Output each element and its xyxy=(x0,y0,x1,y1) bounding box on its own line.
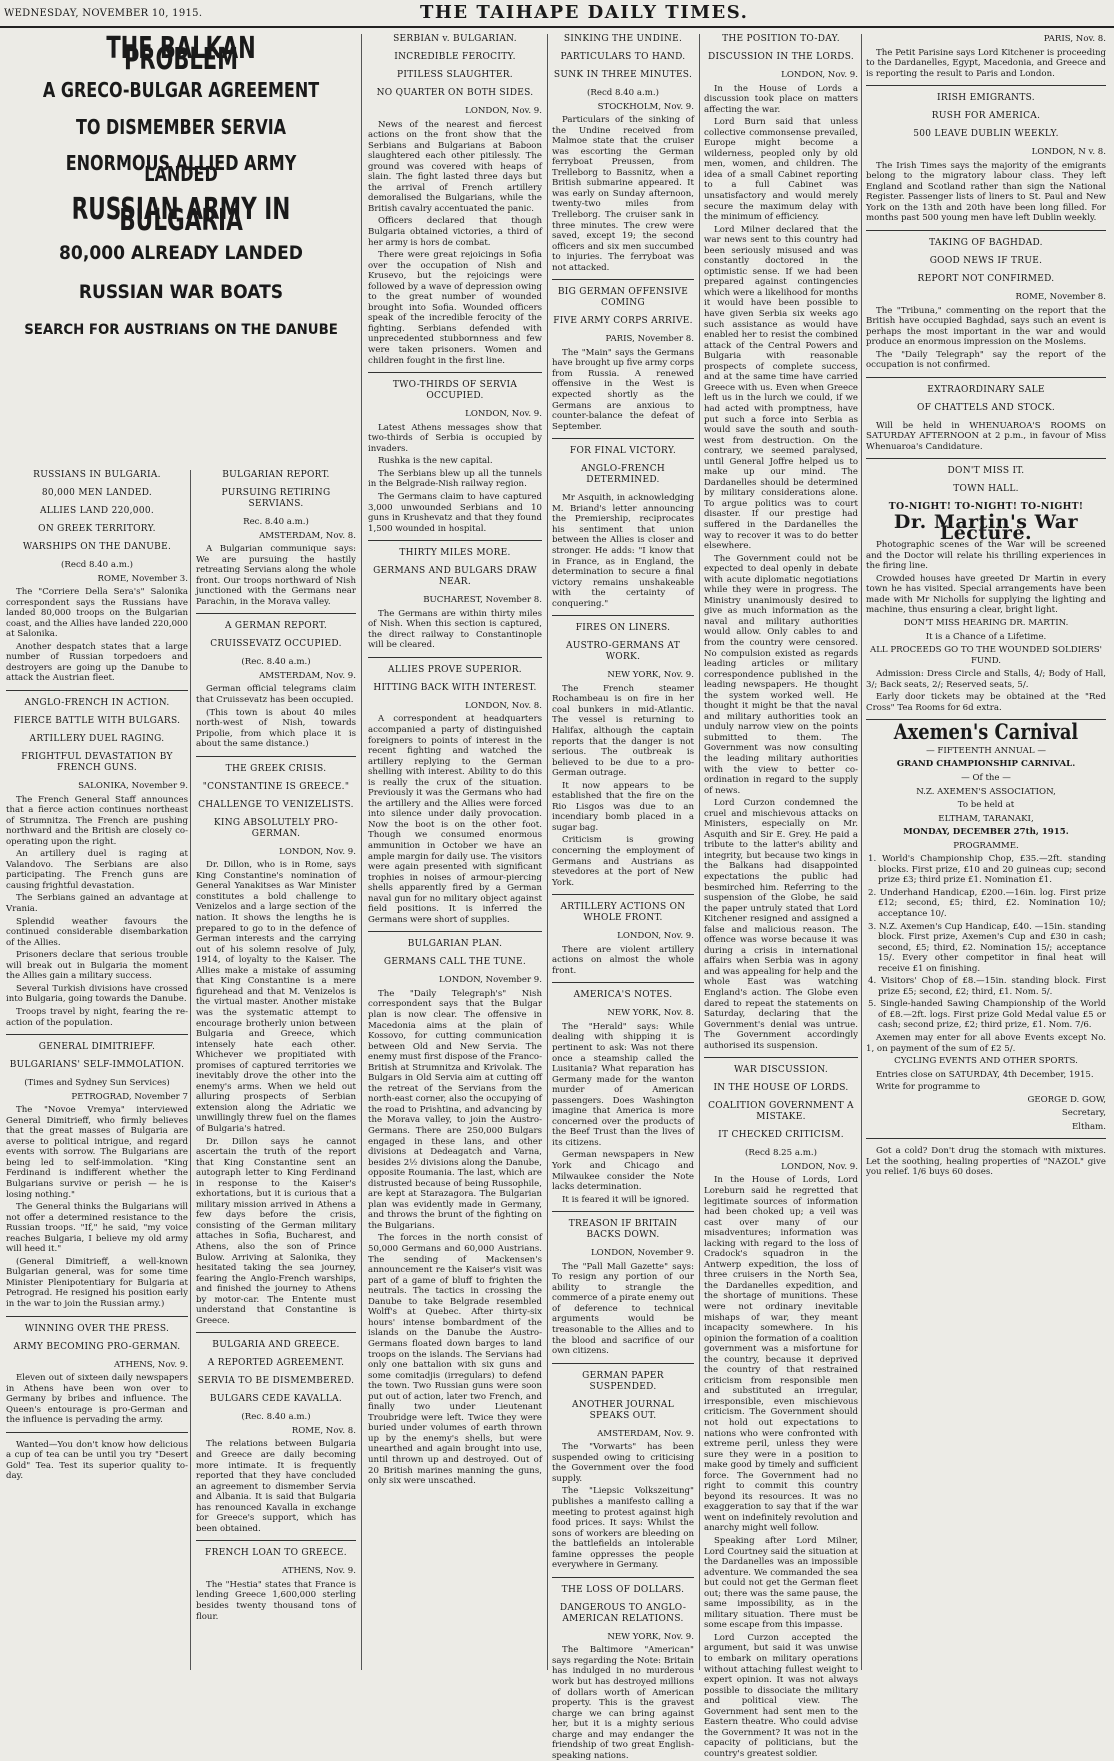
article-paragraph: Latest Athens messages show that two-thirds of Serbia is occupied by invaders. xyxy=(368,422,542,454)
article-paragraph: The Germans claim to have captured 3,000 unwounded Serbians and 10 guns in Krushevatz and that they found 1,500 wounded in hospital. xyxy=(368,491,542,534)
received-time: (Recd 8.25 a.m.) xyxy=(745,1148,817,1159)
column-3 xyxy=(552,34,695,1761)
masthead xyxy=(0,0,1114,28)
article-heading: BULGARIAN PLAN. xyxy=(407,939,503,950)
dateline: SALONIKA, November 9. xyxy=(78,781,188,792)
article-subheading: FIERCE BATTLE WITH BULGARS. xyxy=(13,716,181,727)
article-subheading: BULGARS CEDE KAVALLA. xyxy=(209,1394,343,1405)
article-heading: FRENCH LOAN TO GREECE. xyxy=(205,1548,347,1559)
article-heading: FOR FINAL VICTORY. xyxy=(569,446,677,457)
article-paragraph: The "Daily Telegraph's" Nish correspondent says that the Bulgar plan is now clear. The offensive in Macedonia aims at the plain of Kossovo, for cutting communication between Old and New Servia. The enemy must first dispose of the Franco-British at Strumnitza and Krivolak. The Bulgars in Old Servia aim at cutting off the retreat of the Servians from the north-east corner, also the occupying of the road to Prishtina, and advancing by the Morava valley, to join the Austro-Germans. There are 250,000 Bulgars engaged in these lans, and other divisions at Dedeagatch and Varna, besides 2½ divisions along the Danube, opposite Roumania. The last, which are distrusted because of being Russophile, are kept at Starazagora. The Bulgarian plan was evidently made in Germany, and throws the brunt of the fighting on the Bulgarians. xyxy=(368,988,542,1231)
article-heading: BIG GERMAN OFFENSIVE COMING xyxy=(557,287,689,309)
article-subheading: "CONSTANTINE IS GREECE." xyxy=(202,781,350,792)
article-subheading: PITILESS SLAUGHTER. xyxy=(397,70,513,80)
programme-item: 5. Single-handed Sawing Championship of the World of £8.—2ft. logs. First prize Gold Medal value £5 or cash; second prize, £2; third prize, £1. Nom. 7/6. xyxy=(868,999,1106,1031)
lecture-ad-line: DON'T MISS HEARING DR. MARTIN. xyxy=(903,617,1069,628)
article-subheading: 500 LEAVE DUBLIN WEEKLY. xyxy=(913,129,1059,140)
article-heading: THE LOSS OF DOLLARS. xyxy=(561,1584,685,1595)
sale-ad-subheading: OF CHATTELS AND STOCK. xyxy=(916,402,1056,413)
article-paragraph: The Government could not be expected to deal openly in debate with acute diplomatic negotiations while they were in progress. The Ministry unanimously desired to give as much information as the naval and military authorities would allow. Only cables to and from the country were censored. No compulsion existed as regards leading articles or military correspondence published in the leading newspapers. He thought the system worked well. He thought it might be that the naval and military authorities took an unduly narrow view on the points submitted to them. The Government was now consulting the leading military authorities with the view to better co-ordination in regard to the supply of news. xyxy=(704,553,858,796)
article-paragraph: German newspapers in New York and Chicago and Milwaukee consider the Note lacks determination. xyxy=(552,1150,694,1193)
carnival-ad-signature: Secretary, xyxy=(1061,1108,1106,1119)
article-paragraph: Criticism is growing concerning the employment of Germans and Austrians as stevedores at the port of New York. xyxy=(552,835,694,888)
dateline: LONDON, Nov. 8. xyxy=(465,700,542,711)
article-heading: GERMAN PAPER SUSPENDED. xyxy=(582,1370,664,1392)
carnival-ad-line: ELTHAM, TARANAKI, xyxy=(938,813,1034,824)
column-5 xyxy=(866,34,1106,1670)
article-heading: A GERMAN REPORT. xyxy=(224,621,328,632)
issue-date: WEDNESDAY, NOVEMBER 10, 1915. xyxy=(4,8,203,19)
article-heading: TREASON IF BRITAIN BACKS DOWN. xyxy=(568,1219,678,1241)
article-paragraph: There are violent artillery actions on almost the whole front. xyxy=(552,944,694,976)
article-paragraph: The "Tribuna," commenting on the report that the British have occupied Baghdad, says such an event is perhaps the most important in the war and would produce an enormous impression on the Moslems. xyxy=(866,305,1106,348)
carnival-ad-line: — Of the — xyxy=(961,772,1011,783)
received-time: (Rec. 8.40 a.m.) xyxy=(241,657,311,668)
dateline: LONDON, November 9. xyxy=(438,975,542,986)
headline-5: RUSSIAN ARMY IN BULGARIA xyxy=(71,192,291,238)
article-subheading: RUSH FOR AMERICA. xyxy=(931,111,1041,122)
article-paragraph: Lord Curzon accepted the argument, but said it was unwise to embark on military operations without attaching fullest weight to expert opinion. It was not always possible to dissociate the military and political view. The Government had sent men to the Eastern theatre. Who could advise the Government? It was not in the capacity of politicians, but the country's greatest soldier. xyxy=(704,1632,858,1759)
article-heading: BULGARIAN REPORT. xyxy=(222,470,330,480)
carnival-ad-date: MONDAY, DECEMBER 27th, 1915. xyxy=(903,827,1069,838)
article-paragraph: Lord Milner declared that the war news sent to this country had been seriously misused and was constantly doctored in the optimistic sense. If we had been prepared against contingencies which were a likelihood for months it would have been possible to have given Serbia six weeks ago such assistance as would have enabled her to resist the combined attack of the Central Powers and Bulgaria with reasonable prospects of complete success, and at the same time have carried Greece with us. Even when Greece left us in the lurch we could, if we had acted with promptness, have put such a force into Serbia as would save the south and south-west from destruction. On the contrary, we seemed paralysed, until General Joffre helped us to make up our mind. The Dardanelles should be determined by military considerations alone. To argue politics was to court disaster. If our prestige had suffered in the Dardanelles the way to recover it was to do better elsewhere. xyxy=(704,224,858,552)
dateline: LONDON, Nov. 9. xyxy=(617,931,694,942)
sale-ad-heading: EXTRAORDINARY SALE xyxy=(927,384,1045,395)
article-paragraph: The "Daily Telegraph" say the report of the occupation is not confirmed. xyxy=(866,349,1106,371)
article-paragraph: The forces in the north consist of 50,000 Germans and 60,000 Austrians. The sending of Mackensen's announcement re the Kaiser's visit was part of a game of bluff to frighten the neutrals. The tactics in crossing the Danube to take Belgrade resembled Wolff's at Quebec. After thirty-six hours' intense bombardment of the islands on the Danube the Austro-Germans floated down barges to land troops on the islands. The Servians had only one battalion with six guns and some comitadjis (irregulars) to defend the town. Two Russian guns were soon put out of action, later two French, and finally two under Lieutenant Troubridge were left. Twice they were buried under volumes of earth thrown up by the enemy's shells, but were unearthed and again brought into use, until thrown up and destroyed. Out of 20 British marines manning the guns, only six were unscathed. xyxy=(368,1233,542,1487)
article-subheading: BULGARIANS' SELF-IMMOLATION. xyxy=(9,1060,185,1071)
article-paragraph: An artillery duel is raging at Valandovo. The Serbians are also participating. The French guns are causing frightful devastation. xyxy=(6,849,188,891)
received-time: Rec. 8.40 a.m.) xyxy=(243,517,309,527)
article-paragraph: The "Main" says the Germans have brought up five army corps from Russia. A renewed offensive in the West is expected shortly as the Germans are anxious to counter-balance the defeat of September. xyxy=(552,347,695,432)
dateline: PARIS, Nov. 8. xyxy=(1043,34,1106,44)
carnival-ad-programme-heading: PROGRAMME. xyxy=(953,840,1019,851)
column-rule xyxy=(861,34,862,1670)
article-heading: WAR DISCUSSION. xyxy=(733,1065,829,1076)
article-subheading: GERMANS CALL THE TUNE. xyxy=(383,957,527,968)
received-time: (Rec. 8.40 a.m.) xyxy=(241,1412,311,1423)
tea-advertisement: Wanted—You don't know how delicious a cup of tea can be until you try "Desert Gold" Tea. Test its superior quality to-day. xyxy=(6,1439,188,1482)
article-subheading: PURSUING RETIRING SERVIANS. xyxy=(221,488,331,509)
article-heading: TAKING OF BAGHDAD. xyxy=(929,238,1043,249)
lecture-ad-top: DON'T MISS IT. xyxy=(947,466,1025,477)
article-paragraph: Several Turkish divisions have crossed into Bulgaria, going towards the Danube. xyxy=(6,983,188,1005)
article-subheading: GOOD NEWS IF TRUE. xyxy=(929,256,1043,267)
column-1b xyxy=(196,470,356,1670)
dateline: AMSTERDAM, Nov. 9. xyxy=(259,670,356,681)
article-subheading: CRUISSEVATZ OCCUPIED. xyxy=(210,639,342,650)
article-paragraph: Troops travel by night, fearing the re-action of the population. xyxy=(6,1006,188,1028)
article-subheading: ANGLO-FRENCH DETERMINED. xyxy=(580,464,666,486)
dateline: LONDON, Nov. 9. xyxy=(781,70,858,80)
article-paragraph: Prisoners declare that serious trouble will break out in Bulgaria the moment the Allies gain a military success. xyxy=(6,950,188,982)
article-heading: ALLIES PROVE SUPERIOR. xyxy=(388,664,522,675)
article-heading: THE GREEK CRISIS. xyxy=(225,763,327,774)
article-subheading: AUSTRO-GERMANS AT WORK. xyxy=(565,641,681,663)
carnival-ad-signature: GEORGE D. GOW, xyxy=(1027,1094,1106,1105)
article-paragraph: Particulars of the sinking of the Undine received from Malmoe state that the cruiser was escorting the German ferryboat Preussen, from Trelleborg to Bassnitz, when a British submarine appeared. It was early on Sunday afternoon, twenty-two miles from Trelleborg. The cruiser sank in three minutes. The crew were saved, except 19; the second officers and six men succumbed to injuries. The ferryboat was not attacked. xyxy=(552,115,694,273)
article-subheading: ARTILLERY DUEL RAGING. xyxy=(29,734,165,745)
article-paragraph: The General thinks the Bulgarians will not offer a determined resistance to the Russian troops. "If," he said, "my voice reaches Bulgaria, I believe my old army will heed it." xyxy=(6,1202,188,1255)
article-paragraph: There were great rejoicings in Sofia over the occupation of Nish and Krusevo, but the rejoicings were followed by a wave of depression owing to the great number of wounded brought into Sofia. Wounded officers speak of the incredible ferocity of the fighting. Serbians defended with unprecedented stubbornness and few were taken prisoners. Women and children fought in the first line. xyxy=(368,250,542,366)
article-paragraph: (This town is about 40 miles north-west of Nish, towards Pripolie, from which place it is about the same distance.) xyxy=(196,707,356,750)
article-subheading: SERVIA TO BE DISMEMBERED. xyxy=(197,1376,355,1387)
dateline: NEW YORK, Nov. 9. xyxy=(607,1631,694,1642)
article-paragraph: It now appears to be established that the fire on the Rio Lisgos was due to an incendiary bomb placed in a sugar bag. xyxy=(552,780,694,833)
headline-6: 80,000 ALREADY LANDED xyxy=(59,242,303,265)
article-paragraph: Lord Burn said that unless collective commonsense prevailed, Europe might become a wilderness, peopled only by old men, women, and children. The idea of a small Cabinet reporting to a full Cabinet was unsatisfactory and would merely secure the maximum delay with the minimum of efficiency. xyxy=(704,117,858,223)
article-heading: SERBIAN v. BULGARIAN. xyxy=(393,34,517,44)
article-paragraph: The "Liepsic Volkszeitung" publishes a manifesto calling a meeting to protest against high food prices. It says: Whilst the sons of workers are bleeding on the battlefields an intolerable famine oppresses the people everywhere in Germany. xyxy=(552,1486,694,1571)
article-subheading: HITTING BACK WITH INTEREST. xyxy=(373,682,537,693)
article-paragraph: German official telegrams claim that Cruissevatz has been occupied. xyxy=(196,684,356,706)
article-subheading: SUNK IN THREE MINUTES. xyxy=(553,70,693,80)
article-heading: WINNING OVER THE PRESS. xyxy=(24,1323,170,1334)
headline-7: RUSSIAN WAR BOATS xyxy=(78,280,284,303)
article-paragraph: Rushka is the new capital. xyxy=(378,456,493,467)
column-4 xyxy=(704,34,858,1759)
article-paragraph: The Baltimore "American" says regarding the Note: Britain has indulged in no murderous work but has destroyed millions of dollars worth of American property. This is the gravest charge we can bring against her, but it is a mighty serious charge and may endanger the friendship of two great English-speaking nations. xyxy=(552,1645,694,1761)
article-paragraph: In the House of Lords a discussion took place on matters affecting the war. xyxy=(704,83,858,115)
article-paragraph: News of the nearest and fiercest actions on the front show that the Serbians and Bulgarians at Baboon slaughtered each other pitilessly. The ground was covered with heaps of slain. The fight lasted three days but the arrival of French artillery demoralised the Bulgarians, while the British cavalry accentuated the panic. xyxy=(368,119,542,214)
headline-1: THE BALKAN PROBLEM xyxy=(106,31,256,77)
article-subheading: DISCUSSION IN THE LORDS. xyxy=(707,52,855,62)
article-paragraph: The Petit Parisine says Lord Kitchener is proceeding to the Dardanelles, Egypt, Macedonia, and Greece and is reporting the result to Paris and London. xyxy=(866,47,1106,79)
article-paragraph: The Germans are within thirty miles of Nish. When this section is captured, the direct railway to Constantinople will be cleared. xyxy=(368,608,542,651)
column-rule xyxy=(361,34,362,1670)
received-time: (Recd 8.40 a.m.) xyxy=(61,560,133,570)
lecture-ad-venue: TOWN HALL. xyxy=(953,484,1019,495)
carnival-ad-text: Write for programme to xyxy=(876,1082,981,1093)
lecture-ad-text: Crowded houses have greeted Dr Martin in every town he has visited. Special arrangements have been made with Mr Nicholls for supplying the lighting and machine, thus ensuring a clear, bright light. xyxy=(866,573,1106,616)
dateline: ROME, November 3. xyxy=(97,573,188,584)
article-subheading: ON GREEK TERRITORY. xyxy=(38,524,156,534)
dateline: NEW YORK, Nov. 8. xyxy=(607,1008,694,1019)
dateline: LONDON, Nov. 9. xyxy=(465,106,542,116)
article-paragraph: The "Novoe Vremya" interviewed General Dimitrieff, who firmly believes that the great masses of Bulgaria are averse to political intrigue, and regard events with sorrow. The Bulgarians are being led to self-immolation. "King Ferdinand is indifferent whether the Bulgarians survive or perish — he is losing nothing." xyxy=(6,1105,188,1200)
carnival-ad-line: — FIFTEENTH ANNUAL — xyxy=(926,745,1046,756)
newspaper-title: THE TAIHAPE DAILY TIMES. xyxy=(420,2,749,23)
article-subheading: REPORT NOT CONFIRMED. xyxy=(917,274,1055,285)
article-heading: GENERAL DIMITRIEFF. xyxy=(38,1042,156,1053)
article-paragraph: The "Corriere Della Sera's" Salonika correspondent says the Russians have landed 80,000 troops on the Bulgarian coast, and the Allies have landed 220,000 at Salonika. xyxy=(6,587,188,640)
article-heading: BULGARIA AND GREECE. xyxy=(212,1340,340,1351)
dateline: LONDON, November 9. xyxy=(590,1248,694,1259)
carnival-ad-line: CYCLING EVENTS AND OTHER SPORTS. xyxy=(894,1056,1078,1067)
article-subheading: NO QUARTER ON BOTH SIDES. xyxy=(376,88,534,98)
carnival-ad-line: To be held at xyxy=(957,800,1015,811)
article-paragraph: (General Dimitrieff, a well-known Bulgarian general, was for some time Minister Plenipotentiary for Bulgaria at Petrograd. He resigned his position early in the war to join the Russian army.) xyxy=(6,1256,188,1309)
headline-4: ENORMOUS ALLIED ARMY LANDED xyxy=(65,151,297,186)
article-heading: SINKING THE UNDINE. xyxy=(563,34,683,44)
article-subheading: A REPORTED AGREEMENT. xyxy=(207,1358,345,1369)
article-paragraph: Another despatch states that a large number of Russian torpedoers and destroyers are going up the Danube to attack the Austrian fleet. xyxy=(6,641,188,684)
article-heading: FIRES ON LINERS. xyxy=(575,623,671,634)
column-2 xyxy=(368,34,542,1670)
headline-2: A GRECO-BULGAR AGREEMENT xyxy=(42,78,320,103)
article-paragraph: A Bulgarian communique says: We are pursuing the hastily retreating Servians along the whole front. Our troops northward of Nish junctioned with the Germans near Parachin, in the Morava valley. xyxy=(196,544,356,607)
article-paragraph: The Irish Times says the majority of the emigrants belong to the migratory labour class. They left England and Scotland rather than sign the National Register. Passenger lists of liners to St. Paul and New York on the 13th and 20th have been long filled. For months past 500 young men have left Dublin weekly. xyxy=(866,160,1106,224)
article-paragraph: The "Vorwarts" has been suspended owing to criticising the Government over the food supply. xyxy=(552,1442,694,1484)
article-paragraph: In the House of Lords, Lord Loreburn said he regretted that legitimate sources of information had been choked up; a veil was cast over many of our misadventures; information was lacking with regard to the loss of Cradock's squadron in the Antwerp expedition, the loss of three cruisers in the North Sea, the Dardanelles expedition, and the shortage of munitions. These were not ordinary inevitable mishaps of war, they meant incapacity somewhere. In his opinion the formation of a coalition government was a misfortune for the country, because it deprived the country of that restrained criticism from responsible men and substituted an irregular, irresponsible, even mischievous criticism. The Government should not hold out expectations to nations who were confronted with extreme peril, unless they were sure they were in a position to make good by timely and sufficient force. The Government had no right to commit this country beyond its resources. It was no exaggeration to say that if the war went on indefinitely revolution and anarchy might well follow. xyxy=(704,1175,858,1534)
article-subheading: IN THE HOUSE OF LORDS. xyxy=(713,1083,849,1094)
column-1a xyxy=(6,470,188,1670)
article-subheading: KING ABSOLUTELY PRO-GERMAN. xyxy=(213,817,339,839)
article-paragraph: The Serbians gained an advantage at Vrania. xyxy=(6,893,188,915)
article-subheading: PARTICULARS TO HAND. xyxy=(560,52,686,62)
lecture-ad-tonight: TO-NIGHT! TO-NIGHT! TO-NIGHT! xyxy=(888,501,1084,513)
article-subheading: COALITION GOVERNMENT A MISTAKE. xyxy=(708,1101,854,1123)
dateline: ROME, November 8. xyxy=(1015,292,1106,303)
dateline: LONDON, Nov. 9. xyxy=(279,846,356,857)
article-paragraph: The Serbians blew up all the tunnels in the Belgrade-Nish railway region. xyxy=(368,468,542,490)
article-paragraph: Eleven out of sixteen daily newspapers in Athens have been won over to Germany by bribes and influence. The Queen's entourage is pro-German and the influence is pervading the army. xyxy=(6,1373,188,1426)
article-paragraph: The French steamer Rochambeau is on fire in her coal bunkers in mid-Atlantic. The vessel is returning to Halifax, although the captain reports that the danger is not serious. The outbreak is believed to be due to a pro-German outrage. xyxy=(552,683,694,779)
article-subheading: ARMY BECOMING PRO-GERMAN. xyxy=(13,1341,181,1352)
article-heading: AMERICA'S NOTES. xyxy=(573,990,673,1001)
article-subheading: CHALLENGE TO VENIZELISTS. xyxy=(198,799,354,810)
column-rule xyxy=(699,34,700,1670)
received-time: (Times and Sydney Sun Services) xyxy=(24,1078,170,1089)
lecture-ad-tickets: Early door tickets may be obtained at the "Red Cross" Tea Rooms for 6d extra. xyxy=(866,692,1106,713)
programme-item: 3. N.Z. Axemen's Cup Handicap, £40. —15in. standing block. First prize, Axemen's Cup and £30 in cash; second, £5; third, £2. Nomination 15/; acceptance 15/. Every other competitor in final heat will receive £1 on finishing. xyxy=(868,921,1106,974)
article-subheading: FRIGHTFUL DEVASTATION BY FRENCH GUNS. xyxy=(21,752,173,774)
column-rule xyxy=(190,470,191,1670)
article-paragraph: The French General Staff announces that a fierce action continues northeast of Strumnitza. The French are pushing northward and the British are closely co-operating upon the right. xyxy=(6,794,188,847)
article-paragraph: Dr. Dillon, who is in Rome, says King Constantine's nomination of General Yanakitses as War Minister constitutes a bold challenge to Venizelos and a large section of the nation. It shows the lengths he is prepared to go to in the defence of German interests and the carrying out of his solemn resolve of July, 1914, of loyalty to the Kaiser. The Allies make a mistake of assuming that King Constantine is a mere figurehead and that M. Venizelos is the virtual master. Another mistake was the systematic attempt to encourage brotherly union between Bulgaria and Greece, which intensely hate each other. Whichever we propitiated with promises of captured territories we inevitably drove the other into the enemy's arms. When we held out alluring prospects of Serbian extension along the Adriatic we unwillingly threw fuel on the flames of Bulgaria's hatred. xyxy=(196,860,356,1134)
article-heading: ANGLO-FRENCH IN ACTION. xyxy=(24,698,170,709)
article-subheading: INCREDIBLE FEROCITY. xyxy=(394,52,516,62)
article-subheading: DANGEROUS TO ANGLO-AMERICAN RELATIONS. xyxy=(559,1602,687,1624)
column-rule xyxy=(547,34,548,1670)
programme-item: 2. Underhand Handicap, £200.—16in. log. First prize £12; second, £5; third, £2. Nomination 10/; acceptance 10/. xyxy=(868,887,1106,919)
article-subheading: 80,000 MEN LANDED. xyxy=(41,488,153,498)
article-paragraph: The "Hestia" states that France is lending Greece 1,600,000 sterling besides twenty thousand tons of flour. xyxy=(196,1579,356,1622)
carnival-ad-text: Axemen may enter for all above Events except No. 1, on payment of the sum of £2 5/. xyxy=(866,1033,1106,1054)
article-paragraph: The "Herald" says: While dealing with shipping it is pertinent to ask: Was not there once a steamship called the Lusitania? What reparation has Germany made for the wanton murder of American passengers. Does Washington imagine that America is more concerned over the products of the Beef Trust than the lives of its citizens. xyxy=(552,1021,694,1148)
lecture-ad-admission: Admission: Dress Circle and Stalls, 4/; Body of Hall, 3/; Back seats, 2/; Reserved seats, 5/. xyxy=(866,669,1106,690)
article-subheading: GERMANS AND BULGARS DRAW NEAR. xyxy=(373,566,537,588)
article-paragraph: Dr. Dillon says he cannot ascertain the truth of the report that King Constantine sent an autograph letter to King Ferdinand in response to the Kaiser's exhortations, but it is curious that a military mission arrived in Athens a few days before the crisis, consisting of the German military attaches in Sofia, Bucharest, and Athens, also the son of Prince Bulow. Arriving at Salonika, they hesitated taking the sea journey, fearing the Anglo-French warships, and finished the journey to Athens by motor-car. The Entente must understand that Constantine is Greece. xyxy=(196,1136,356,1326)
article-subheading: FIVE ARMY CORPS ARRIVE. xyxy=(553,316,693,327)
article-paragraph: Speaking after Lord Milner, Lord Courtney said the situation at the Dardanelles was an impossible adventure. We commanded the sea but could not get the German fleet out; there was the same pause, the same impossibility, as in the military situation. There must be some escape from this impasse. xyxy=(704,1536,858,1631)
carnival-ad-line: N.Z. AXEMEN'S ASSOCIATION, xyxy=(916,786,1056,797)
carnival-ad-line: GRAND CHAMPIONSHIP CARNIVAL. xyxy=(896,759,1076,770)
article-subheading: WARSHIPS ON THE DANUBE. xyxy=(22,542,172,552)
programme-item: 1. World's Championship Chop, £35.—2ft. standing blocks. First prize, £10 and 20 guineas cup; second prize £3; third prize £1. Nomination £1. xyxy=(868,854,1106,886)
article-heading: RUSSIANS IN BULGARIA. xyxy=(33,470,161,480)
dateline: PARIS, November 8. xyxy=(605,334,694,345)
article-paragraph: Lord Curzon condemned the cruel and mischievous attacks on Ministers, especially on Mr. Asquith and Sir E. Grey. He paid a tribute to the latter's ability and integrity, but because two kings in the Balkans had disappointed expectations the public had besmirched him. Referring to the suspension of the Globe, he said the paper untruly stated that Lord Kitchener resigned and assigned a false and malicious reason. The offence was worse because it was during a crisis in international affairs when Serbia was in agony and was appealing for help and the whole East was watching England's action. The Globe even dared to repeat the statements on Saturday, declaring that the Government's denial was untrue. The Government accordingly authorised its suspension. xyxy=(704,798,858,1051)
article-subheading: ALLIES LAND 220,000. xyxy=(39,506,155,516)
carnival-ad-programme xyxy=(866,854,1106,1031)
dateline: BUCHAREST, November 8. xyxy=(423,595,542,606)
dateline: LONDON, Nov. 9. xyxy=(781,1161,858,1172)
dateline: ATHENS, Nov. 9. xyxy=(114,1359,188,1370)
article-heading: THE POSITION TO-DAY. xyxy=(722,34,840,44)
article-heading: TWO-THIRDS OF SERVIA OCCUPIED. xyxy=(392,380,518,402)
dateline: NEW YORK, Nov. 9. xyxy=(607,670,694,681)
article-heading: ARTILLERY ACTIONS ON WHOLE FRONT. xyxy=(560,902,686,924)
received-time: (Recd 8.40 a.m.) xyxy=(587,88,659,98)
article-paragraph: Splendid weather favours the continued considerable disembarkation of the Allies. xyxy=(6,916,188,948)
dateline: PETROGRAD, November 7 xyxy=(71,1091,188,1102)
dateline: AMSTERDAM, Nov. 8. xyxy=(259,530,356,541)
headline-8: SEARCH FOR AUSTRIANS ON THE DANUBE xyxy=(24,322,338,339)
lecture-ad-line: It is a Chance of a Lifetime. xyxy=(925,631,1047,642)
headline-3: TO DISMEMBER SERVIA xyxy=(75,114,287,139)
article-paragraph: The "Pall Mall Gazette" says: To resign any portion of our ability to strangle the commerce of a pirate enemy out of deference to technical arguments would be treasonable to the Allies and to the blood and sacrifice of our own citizens. xyxy=(552,1261,694,1357)
article-heading: IRISH EMIGRANTS. xyxy=(937,93,1035,104)
lecture-ad-text: Photographic scenes of the War will be screened and the Doctor will relate his thrilling experiences in the firing line. xyxy=(866,540,1106,572)
article-paragraph: A correspondent at headquarters accompanied a party of distinguished foreigners to points of interest in the recent fighting and watched the artillery replying to the German shelling with interest. Ability to do this is really the crux of the situation. Previously it was the Germans who had the artillery and the Allies were forced into silence under daily provocation. Now the boot is on the other foot. Though we consumed enormous ammunition in October we have an ample margin for daily use. The visitors were again presented with significant trophies in noises of armour-piercing shells apparently fired by a German naval gun for no military object against field positions. It is inferred the Germans were short of supplies. xyxy=(368,714,542,925)
dateline: ATHENS, Nov. 9. xyxy=(282,1566,356,1577)
article-paragraph: The relations between Bulgaria and Greece are daily becoming more intimate. It is frequently reported that they have concluded an agreement to dismember Servia and Albania. It is said that Bulgaria has renounced Kavalla in exchange for Greece's support, which has been obtained. xyxy=(196,1439,356,1534)
dateline: LONDON, Nov. 9. xyxy=(465,409,542,420)
article-paragraph: It is feared it will be ignored. xyxy=(562,1194,690,1205)
carnival-ad-title: Axemen's Carnival xyxy=(893,719,1079,745)
article-paragraph: Mr Asquith, in acknowledging M. Briand's letter announcing the Premiership, reciprocates his sentiment that union between the Allies is closer and stronger. He adds: "I know that in France, as in England, the determination to secure a final victory remains unshakeable with the certainty of conquering." xyxy=(552,493,694,609)
article-paragraph: Officers declared that though Bulgaria obtained victories, a third of her army is hors de combat. xyxy=(368,216,542,248)
carnival-ad-text: Entries close on SATURDAY, 4th December, 1915. xyxy=(876,1069,1094,1080)
article-heading: THIRTY MILES MORE. xyxy=(399,548,511,559)
main-headline-block xyxy=(6,31,356,464)
dateline: LONDON, N v. 8. xyxy=(1031,147,1106,158)
programme-item: 4. Visitors' Chop of £8.—15in. standing block. First prize £5; second, £2; third, £1. Nom. 5/. xyxy=(868,976,1106,997)
dateline: STOCKHOLM, Nov. 9. xyxy=(597,101,694,112)
sale-ad-text: Will be held in WHENUAROA'S ROOMS on SATURDAY AFTERNOON at 2 p.m., in favour of Miss Whenuaroa's Candidature. xyxy=(866,420,1106,452)
article-subheading: ANOTHER JOURNAL SPEAKS OUT. xyxy=(571,1399,674,1421)
dateline: ROME, Nov. 8. xyxy=(291,1425,356,1436)
nazol-advertisement: Got a cold? Don't drug the stomach with mixtures. Let the soothing, healing properties of "NAZOL" give you relief. 1/6 buys 60 doses. xyxy=(866,1146,1106,1178)
article-subheading: IT CHECKED CRITICISM. xyxy=(718,1130,844,1141)
dateline: AMSTERDAM, Nov. 9. xyxy=(597,1428,694,1439)
carnival-ad-signature: Eltham. xyxy=(1071,1121,1106,1132)
lecture-ad-title: Dr. Martin's War Lecture. xyxy=(893,511,1079,544)
lecture-ad-line: ALL PROCEEDS GO TO THE WOUNDED SOLDIERS' FUND. xyxy=(869,645,1102,666)
